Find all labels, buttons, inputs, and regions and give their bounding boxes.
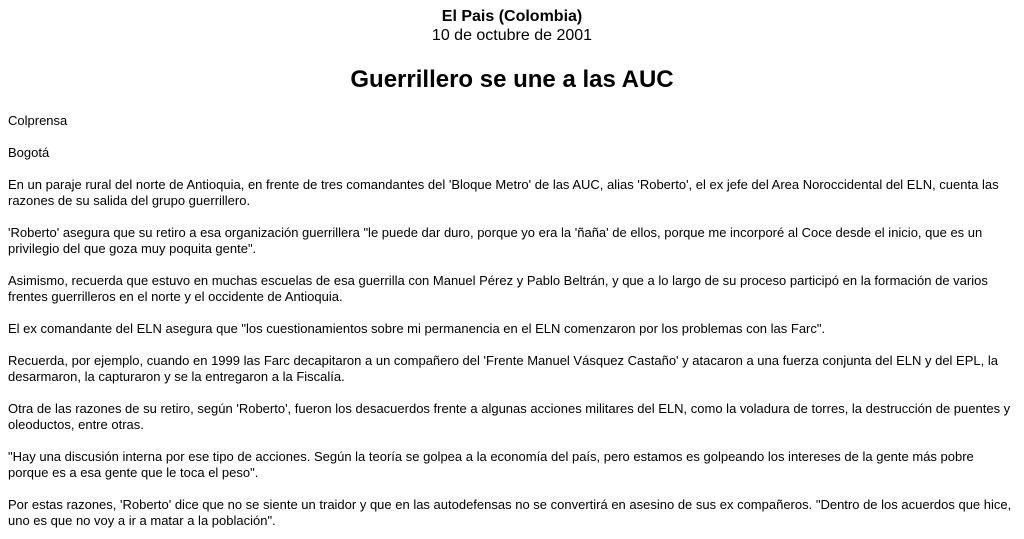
article-paragraph: En un paraje rural del norte de Antioquia, en frente de tres comandantes del 'Bloque Metro' de las AUC, alias 'Roberto', el ex jefe del Area Noroccidental del ELN, cuenta las razones de su salida del grupo guerrillero. <box>8 177 999 208</box>
dateline-city: Bogotá <box>8 145 50 160</box>
article-paragraph: Asimismo, recuerda que estuvo en muchas escuelas de esa guerrilla con Manuel Pérez y Pablo Beltrán, y que a lo largo de su proceso participó en la formación de varios frentes guerrilleros en el norte y el occidente de Antioquia. <box>8 273 988 304</box>
publication-date: 10 de octubre de 2001 <box>431 27 593 44</box>
article-paragraph: 'Roberto' asegura que su retiro a esa organización guerrillera "le puede dar duro, porque yo era la 'ñaña' de ellos, porque me incorporé al Coce desde el inicio, que es un privilegio del que goza muy poquita gente". <box>8 225 983 256</box>
news-agency: Colprensa <box>8 113 68 128</box>
newspaper-name: El Pais (Colombia) <box>441 8 583 25</box>
article-paragraph: El ex comandante del ELN asegura que "los cuestionamientos sobre mi permanencia en el ELN comenzaron por los problemas con las Farc". <box>8 321 826 336</box>
article-paragraph: Recuerda, por ejemplo, cuando en 1999 las Farc decapitaron a un compañero del 'Frente Manuel Vásquez Castaño' y atacaron a una fuerza conjunta del ELN y del EPL, la desarmaron, la capturaron y se la entregaron a la Fiscalía. <box>8 353 998 384</box>
article-paragraph: Por estas razones, 'Roberto' dice que no se siente un traidor y que en las autodefensas no se convertirá en asesino de sus ex compañeros. "Dentro de los acuerdos que hice, uno es que no voy a ir a matar a la población". <box>8 497 1012 528</box>
article-paragraph: Otra de las razones de su retiro, según 'Roberto', fueron los desacuerdos frente a algunas acciones militares del ELN, como la voladura de torres, la destrucción de puentes y oleoductos, entre otras. <box>8 401 1011 432</box>
article-paragraph: "Hay una discusión interna por ese tipo de acciones. Según la teoría se golpea a la economía del país, pero estamos es golpeando los intereses de la gente más pobre porque es a esa gente que le toca el peso". <box>8 449 974 480</box>
article-header <box>8 0 1016 45</box>
article-title: Guerrillero se une a las AUC <box>350 66 674 93</box>
